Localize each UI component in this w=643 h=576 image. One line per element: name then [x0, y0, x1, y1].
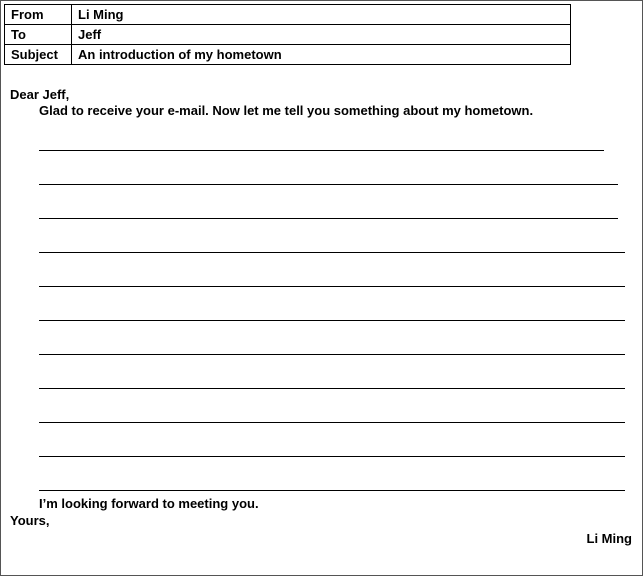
writing-line-2[interactable] — [39, 184, 618, 185]
writing-line-5[interactable] — [39, 286, 625, 287]
to-value: Jeff — [72, 25, 571, 45]
writing-line-1[interactable] — [39, 150, 604, 151]
letter-signoff: Yours, — [10, 513, 50, 528]
header-row-to — [5, 25, 571, 45]
header-row-subject — [5, 45, 571, 65]
writing-line-7[interactable] — [39, 354, 625, 355]
writing-line-3[interactable] — [39, 218, 618, 219]
writing-line-6[interactable] — [39, 320, 625, 321]
letter-greeting: Dear Jeff, — [10, 87, 70, 102]
writing-line-11[interactable] — [39, 490, 625, 491]
subject-label: Subject — [5, 45, 72, 65]
to-label: To — [5, 25, 72, 45]
from-value: Li Ming — [72, 5, 571, 25]
writing-line-4[interactable] — [39, 252, 625, 253]
letter-closing: I’m looking forward to meeting you. — [39, 496, 259, 511]
writing-line-8[interactable] — [39, 388, 625, 389]
writing-line-9[interactable] — [39, 422, 625, 423]
letter-intro: Glad to receive your e-mail. Now let me tell you something about my hometown. — [39, 103, 534, 118]
header-row-from — [5, 5, 571, 25]
letter-signature: Li Ming — [586, 531, 632, 546]
subject-value: An introduction of my hometown — [72, 45, 571, 65]
writing-line-10[interactable] — [39, 456, 625, 457]
from-label: From — [5, 5, 72, 25]
email-header-table — [4, 4, 571, 65]
